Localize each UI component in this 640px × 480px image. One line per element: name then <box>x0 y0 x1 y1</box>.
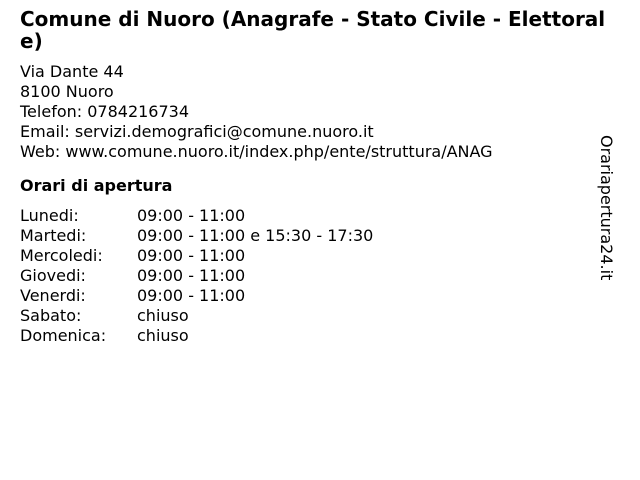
day-hours: chiuso <box>137 306 189 325</box>
day-label: Lunedi: <box>20 206 79 225</box>
day-hours: 09:00 - 11:00 <box>137 206 246 225</box>
day-label: Sabato: <box>20 306 82 325</box>
day-label: Venerdi: <box>20 286 86 305</box>
opening-hours-table <box>20 206 616 346</box>
hours-row-sunday <box>20 326 616 346</box>
listing-card <box>20 8 616 346</box>
page-title: Comune di Nuoro (Anagrafe - Stato Civile - Elettorale) <box>20 7 606 53</box>
hours-row-tuesday <box>20 226 616 246</box>
hours-row-monday <box>20 206 616 226</box>
hours-row-wednesday <box>20 246 616 266</box>
email-address: Email: servizi.demografici@comune.nuoro.it <box>20 122 374 141</box>
site-watermark: Orariapertura24.it <box>597 135 616 281</box>
day-label: Giovedi: <box>20 266 86 285</box>
day-label: Domenica: <box>20 326 107 345</box>
phone-number: Telefon: 0784216734 <box>20 102 190 121</box>
day-hours: 09:00 - 11:00 e 15:30 - 17:30 <box>137 226 374 245</box>
opening-hours-heading: Orari di apertura <box>20 176 173 195</box>
contact-block <box>20 62 616 162</box>
day-label: Mercoledi: <box>20 246 103 265</box>
website-url: Web: www.comune.nuoro.it/index.php/ente/struttura/ANAG <box>20 142 493 161</box>
hours-row-friday <box>20 286 616 306</box>
day-hours: 09:00 - 11:00 <box>137 286 246 305</box>
day-hours: chiuso <box>137 326 189 345</box>
address-street: Via Dante 44 <box>20 62 124 81</box>
hours-row-thursday <box>20 266 616 286</box>
day-label: Martedi: <box>20 226 87 245</box>
day-hours: 09:00 - 11:00 <box>137 246 246 265</box>
day-hours: 09:00 - 11:00 <box>137 266 246 285</box>
hours-row-saturday <box>20 306 616 326</box>
address-city: 8100 Nuoro <box>20 82 114 101</box>
